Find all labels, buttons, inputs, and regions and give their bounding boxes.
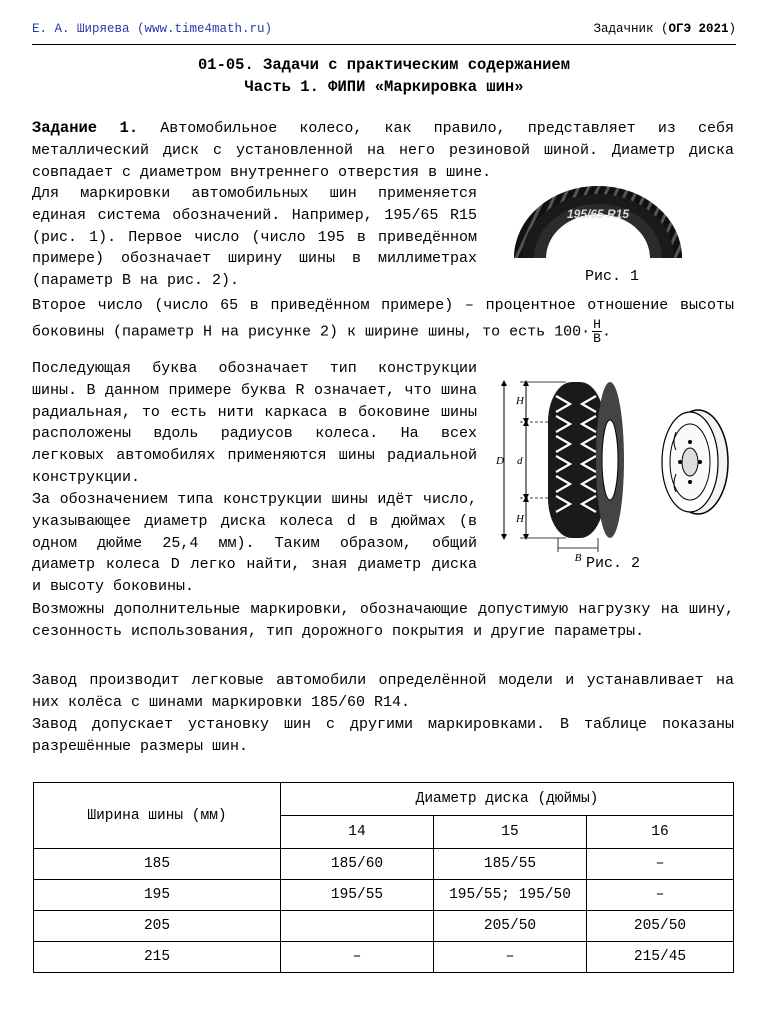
task-label: Задание 1. [32, 119, 139, 137]
table-cell-width: 195 [34, 880, 281, 911]
second-number-text: Второе число (число 65 в приведённом примере) – процентное отношение высоты боковины (параметр H на рисунке 2) к ширине шины, то есть [32, 297, 734, 341]
table-diameter-14: 14 [281, 816, 434, 849]
figure-2-label-H-top: H [516, 395, 524, 407]
factory-paragraph-2: Завод допускает установку шин с другими маркировками. В таблице показаны разрешённые размеры шин. [32, 716, 734, 755]
header-divider [32, 44, 736, 45]
figure-1-tire [510, 182, 686, 258]
table-diameter-16: 16 [587, 816, 734, 849]
formula-end: . [601, 323, 611, 341]
table-cell: 185/55 [434, 849, 587, 880]
page-subtitle: Часть 1. ФИПИ «Маркировка шин» [244, 78, 524, 96]
table-header-diameter: Диаметр диска (дюймы) [281, 783, 734, 816]
table-cell: – [434, 942, 587, 973]
figure-2-label-d: d [517, 455, 523, 467]
formula-numerator: H [593, 317, 601, 332]
table-row [34, 911, 734, 942]
table-cell: – [281, 942, 434, 973]
figure-1-tire-marking: 195/65 R15 [566, 207, 630, 221]
table-row [34, 880, 734, 911]
figure-2-label-D: D [496, 455, 504, 467]
table-cell-width: 185 [34, 849, 281, 880]
formula-denominator: B [593, 331, 601, 346]
table-cell [281, 911, 434, 942]
table-cell: 205/50 [587, 911, 734, 942]
header-book-exam: ОГЭ 2021 [668, 22, 729, 36]
header-book [593, 22, 736, 36]
table-cell-width: 205 [34, 911, 281, 942]
table-header-row [34, 783, 734, 816]
additional-paragraph: Возможны дополнительные маркировки, обозначающие допустимую нагрузку на шину, сезонность использования, тип дорожного покрытия и другие параметры. [32, 601, 734, 640]
table-cell: 195/55; 195/50 [434, 880, 587, 911]
header-book-prefix: Задачник ( [593, 22, 669, 36]
table-row [34, 942, 734, 973]
table-cell: – [587, 849, 734, 880]
tire-sizes-table [33, 782, 734, 973]
header-author: Е. А. Ширяева (www.time4math.ru) [32, 22, 273, 36]
figure-2-diagram [486, 372, 734, 562]
task-intro [32, 118, 734, 183]
figure-2-label-B: B [574, 552, 582, 562]
header-book-suffix: ) [728, 22, 736, 36]
second-number-paragraph [32, 293, 734, 345]
table-cell: 195/55 [281, 880, 434, 911]
task-intro-text: Автомобильное колесо, как правило, представляет из себя металлический диск с установленной на него резиновой шиной. Диаметр диска совпадает с диаметром внутреннего отверстия в шине. [32, 120, 734, 181]
table-row [34, 849, 734, 880]
formula-fraction [592, 318, 602, 345]
figure-2-label-H-bottom: H [516, 513, 524, 525]
letter-paragraph: Последующая буква обозначает тип конструкции шины. В данном примере буква R означает, что шина радиальная, то есть нити каркаса в боковине шины расположены вдоль радиусов колеса. На всех легковых автомобилях применяются шины радиальной конструкции. [32, 360, 477, 486]
figure-2-caption: Рис. 2 [586, 555, 641, 572]
table-cell: 185/60 [281, 849, 434, 880]
table-cell-width: 215 [34, 942, 281, 973]
marking-paragraph: Для маркировки автомобильных шин применяется единая система обозначений. Например, 195/65 R15 (рис. 1). Первое число (число 195 в приведённом примере) обозначает ширину шины в миллиметрах (параметр B на рис. 2). [32, 185, 477, 290]
table-cell: 215/45 [587, 942, 734, 973]
factory-paragraph-1: Завод производит легковые автомобили определённой модели и устанавливает на них колёса с шинами маркировки 185/60 R14. [32, 672, 734, 711]
table-header-width: Ширина шины (мм) [34, 783, 281, 849]
table-cell: – [587, 880, 734, 911]
table-diameter-15: 15 [434, 816, 587, 849]
formula-coef: 100· [554, 323, 591, 341]
figure-1-caption: Рис. 1 [585, 268, 640, 285]
table-cell: 205/50 [434, 911, 587, 942]
page-title: 01-05. Задачи с практическим содержанием [197, 56, 571, 74]
diameter-paragraph: За обозначением типа конструкции шины идёт число, указывающее диаметр диска колеса d в дюймах (в одном дюйме 25,4 мм). Таким образом, общий диаметр колеса D легко найти, зная диаметр диска и высоту боковины. [32, 491, 477, 596]
